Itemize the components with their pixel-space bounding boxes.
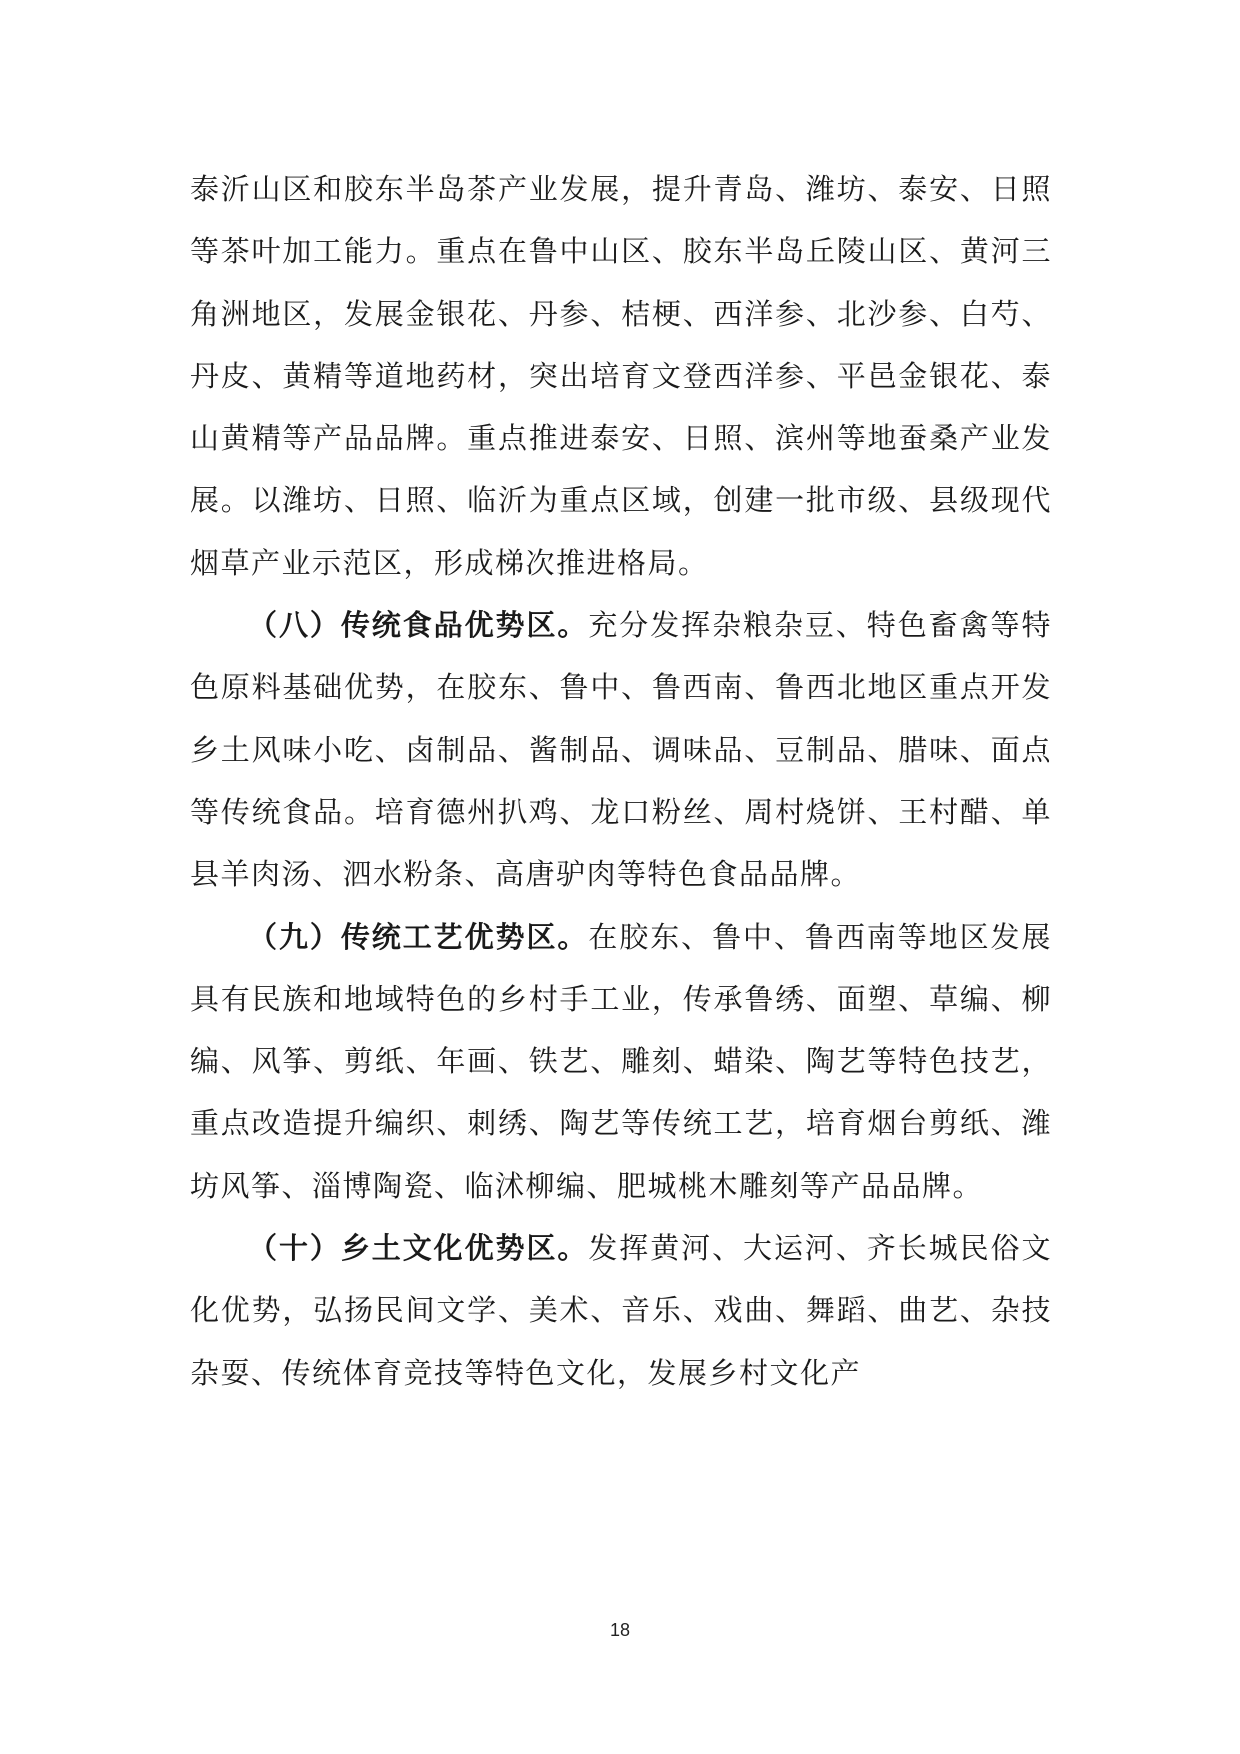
- page-number: 18: [609, 1620, 631, 1640]
- paragraph-text: 充分发挥杂粮杂豆、特色畜禽等特色原料基础优势，在胶东、鲁中、鲁西南、鲁西北地区重点开发乡土风味小吃、卤制品、酱制品、调味品、豆制品、腊味、面点等传统食品。培育德州扒鸡、龙口粉丝、周村烧饼、王村醋、单县羊肉汤、泗水粉条、高唐驴肉等特色食品品牌。: [190, 608, 1052, 892]
- paragraph-text: 在胶东、鲁中、鲁西南等地区发展具有民族和地域特色的乡村手工业，传承鲁绣、面塑、草编、柳编、风筝、剪纸、年画、铁艺、雕刻、蜡染、陶艺等特色技艺，重点改造提升编织、刺绣、陶艺等传统工艺，培育烟台剪纸、潍坊风筝、淄博陶瓷、临沭柳编、肥城桃木雕刻等产品品牌。: [190, 919, 1052, 1203]
- section-heading: （九）传统工艺优势区。: [248, 919, 589, 954]
- section-heading: （十）乡土文化优势区。: [248, 1231, 589, 1266]
- paragraph-text: 泰沂山区和胶东半岛茶产业发展，提升青岛、潍坊、泰安、日照等茶叶加工能力。重点在鲁中山区、胶东半岛丘陵山区、黄河三角洲地区，发展金银花、丹参、桔梗、西洋参、北沙参、白芍、丹皮、黄精等道地药材，突出培育文登西洋参、平邑金银花、泰山黄精等产品品牌。重点推进泰安、日照、滨州等地蚕桑产业发展。以潍坊、日照、临沂为重点区域，创建一批市级、县级现代烟草产业示范区，形成梯次推进格局。: [190, 172, 1052, 580]
- paragraph-continuation: [190, 158, 1052, 594]
- paragraph-section-9: [190, 906, 1052, 1217]
- paragraph-text: 发挥黄河、大运河、齐长城民俗文化优势，弘扬民间文学、美术、音乐、戏曲、舞蹈、曲艺、杂技杂耍、传统体育竞技等特色文化，发展乡村文化产: [190, 1231, 1052, 1390]
- section-heading: （八）传统食品优势区。: [248, 608, 589, 643]
- paragraph-section-8: [190, 594, 1052, 905]
- paragraph-section-10: [190, 1217, 1052, 1404]
- body-text: [190, 158, 1052, 1404]
